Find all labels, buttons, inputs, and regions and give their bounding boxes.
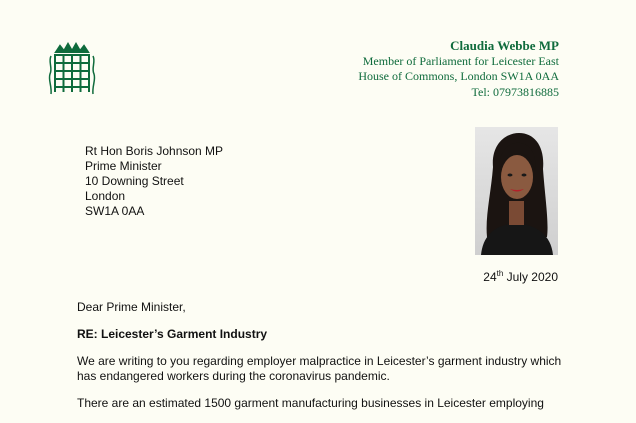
- sender-name: Claudia Webbe MP: [450, 38, 559, 53]
- paragraph: We are writing to you regarding employer malpractice in Leicester’s garment industry which has endangered workers during the coronavirus pandemic.: [77, 354, 562, 383]
- sender-tel: Tel: 07973816885: [471, 84, 559, 99]
- recipient-address: [85, 144, 223, 219]
- sender-address: House of Commons, London SW1A 0AA: [358, 69, 559, 83]
- recipient-line: Rt Hon Boris Johnson MP: [85, 144, 224, 158]
- recipient-line: London: [85, 189, 126, 203]
- subject-line: RE: Leicester’s Garment Industry: [77, 327, 268, 341]
- letterhead: [358, 38, 559, 100]
- recipient-line: Prime Minister: [85, 159, 162, 173]
- date-day: 24: [483, 270, 497, 284]
- salutation: Dear Prime Minister,: [77, 300, 186, 314]
- recipient-line: SW1A 0AA: [85, 204, 145, 218]
- letter-body: [77, 300, 567, 423]
- letter-date: [483, 270, 558, 284]
- mp-portrait-photo: [475, 127, 558, 255]
- paragraph: There are an estimated 1500 garment manufacturing businesses in Leicester employing: [77, 396, 544, 410]
- date-suffix: th: [496, 269, 504, 278]
- sender-role: Member of Parliament for Leicester East: [362, 53, 559, 68]
- portcullis-icon: [48, 42, 96, 98]
- date-rest: July 2020: [503, 270, 558, 284]
- recipient-line: 10 Downing Street: [85, 174, 184, 188]
